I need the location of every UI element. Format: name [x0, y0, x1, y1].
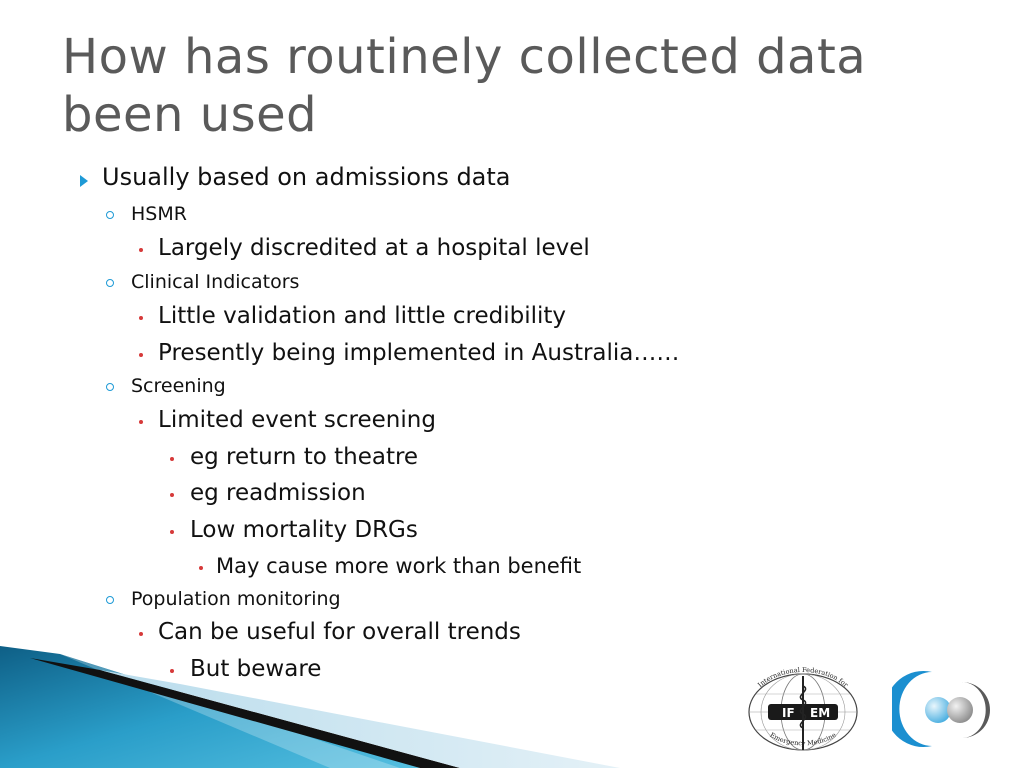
dot-bullet-icon — [139, 316, 143, 320]
ifem-logo — [738, 664, 868, 756]
decorative-swoosh — [0, 640, 620, 768]
dot-bullet-icon — [170, 530, 174, 534]
bullet-item-level2 — [131, 271, 299, 293]
bullet-text: Clinical Indicators — [131, 271, 300, 293]
bullet-item-level3 — [158, 407, 436, 433]
bullet-text: Screening — [131, 375, 226, 397]
bullet-text: Presently being implemented in Australia…… — [158, 340, 680, 366]
bullet-text: eg readmission — [190, 480, 366, 506]
ifem-top-text: International Federation for — [756, 665, 850, 689]
bullet-text: eg return to theatre — [190, 444, 419, 470]
dot-bullet-icon — [139, 420, 143, 424]
ring-bullet-icon — [106, 211, 114, 219]
bullet-item-level3 — [158, 235, 590, 261]
ifem-letters-left: IF — [782, 706, 795, 720]
bullet-item-level4 — [190, 517, 418, 543]
slide-title: How has routinely collected data been used — [62, 29, 867, 143]
bullet-text: Population monitoring — [131, 588, 341, 610]
bullet-item-level4 — [190, 444, 418, 470]
bullet-text: Limited event screening — [158, 407, 436, 433]
ring-bullet-icon — [106, 596, 114, 604]
bullet-item-level3 — [158, 303, 566, 329]
ring-logo — [892, 666, 1002, 752]
bullet-item-level2 — [131, 375, 226, 397]
dot-bullet-icon — [170, 493, 174, 497]
bullet-text: Low mortality DRGs — [190, 517, 418, 543]
ifem-bottom-text: Emergency Medicine — [768, 730, 838, 748]
dot-bullet-icon — [139, 632, 143, 636]
bullet-text: Can be useful for overall trends — [158, 619, 521, 645]
dot-bullet-icon — [139, 353, 143, 357]
bullet-item-level2 — [131, 203, 187, 225]
bullet-text: HSMR — [131, 203, 187, 225]
bullet-text: May cause more work than benefit — [216, 554, 582, 578]
dot-bullet-icon — [199, 566, 203, 570]
bullet-text: Usually based on admissions data — [102, 163, 511, 191]
ifem-letters-right: EM — [810, 706, 831, 720]
bullet-item-level1 — [102, 163, 511, 191]
triangle-bullet-icon — [80, 175, 88, 187]
bullet-text: Largely discredited at a hospital level — [158, 235, 590, 261]
ring-bullet-icon — [106, 383, 114, 391]
bullet-item-level3 — [158, 340, 679, 366]
bullet-item-level5 — [216, 554, 581, 578]
bullet-text: Little validation and little credibility — [158, 303, 567, 329]
ring-bullet-icon — [106, 279, 114, 287]
dot-bullet-icon — [170, 457, 174, 461]
bullet-item-level4 — [190, 480, 366, 506]
dot-bullet-icon — [139, 248, 143, 252]
bullet-item-level2 — [131, 588, 341, 610]
bullet-text: But beware — [190, 656, 322, 682]
